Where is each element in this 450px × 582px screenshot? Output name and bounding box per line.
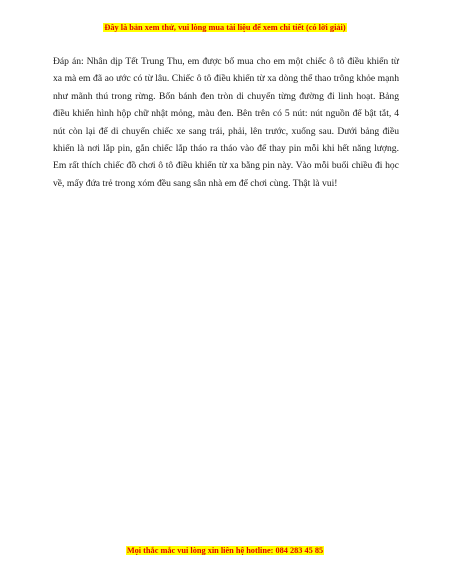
answer-paragraph: Đáp án: Nhân dịp Tết Trung Thu, em được bố mua cho em một chiếc ô tô điều khiển từ xa mà em đã ao ước có từ lâu. Chiếc ô tô điều khiển từ xa dòng thể thao trông khỏe mạnh như mãnh thú trong rừng. Bốn bánh đen tròn di chuyển từng đường đi linh hoạt. Bảng điều khiển hình hộp chữ nhật mỏng, màu đen. Bên trên có 5 nút: nút nguồn để bật tắt, 4 nút còn lại để di chuyển chiếc xe sang trái, phải, lên trước, xuống sau. Dưới bảng điều khiển là nơi lắp pin, gắn chiếc lắp tháo ra tháo vào để thay pin mỗi khi hết năng lượng. Em rất thích chiếc đồ chơi ô tô điều khiển từ xa bằng pin này. Vào mỗi buổi chiều đi học về, mấy đứa trẻ trong xóm đều sang sân nhà em để chơi cùng. Thật là vui! xyxy=(53,56,399,189)
preview-notice-banner xyxy=(0,23,450,33)
hotline-text: Mọi thắc mắc vui lòng xin liên hệ hotline: 084 283 45 85 xyxy=(126,546,324,555)
preview-notice-text: Đây là bản xem thử, vui lòng mua tài liệu để xem chi tiết (có lời giải) xyxy=(104,23,346,32)
hotline-footer-banner xyxy=(0,546,450,556)
